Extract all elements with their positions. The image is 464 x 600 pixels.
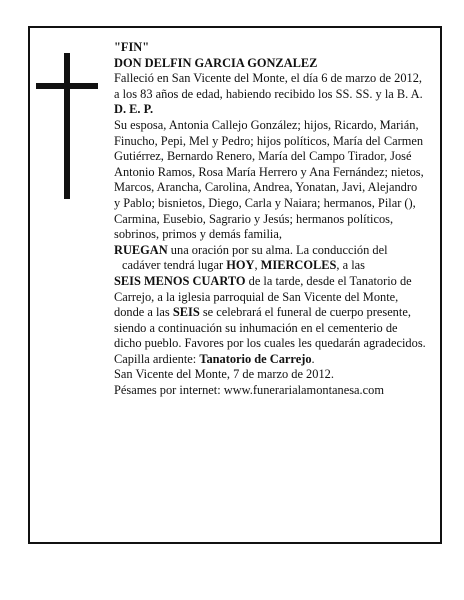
- capilla-end: .: [311, 351, 315, 366]
- conduction-a: cadáver tendrá lugar: [122, 258, 227, 273]
- quote-title: "FIN": [114, 40, 150, 54]
- deceased-name: DON DELFIN GARCIA GONZALEZ: [114, 55, 318, 70]
- seis: SEIS: [172, 305, 200, 320]
- conduction-c: se celebrará el funeral de cuerpo presente, siendo a continuación su inhumación en el cementerio de dicho pueblo. Favores por los cuales les quedarán agradecidos.: [114, 305, 426, 351]
- obituary-text: [114, 40, 426, 399]
- rip: D. E. P.: [114, 102, 154, 117]
- age-statement: a los 83 años de edad, habiendo recibido los SS. SS. y la B. A.: [114, 86, 423, 101]
- family-list: Su esposa, Antonia Callejo González; hijos, Ricardo, Marián, Finucho, Pepi, Mel y Pedro; hijos políticos, María del Carmen Gutiérrez, Bernardo Renero, María del Campo Tirador, José Antonio Ramos, Rosa María Herrero y Ana Fernández; nietos, Marcos, Arancha, Carolina, Andrea, Yonatan, Javi, Alejandro y Pablo; bisnietos, Diego, Carla y Naiara; hermanos, Pilar (), Carmina, Eusebio, Sagrario y Jesús; hermanos políticos, sobrinos, primos y demás familia,: [114, 117, 424, 242]
- capilla-label: Capilla ardiente:: [114, 351, 200, 366]
- capilla-value: Tanatorio de Carrejo: [199, 351, 312, 366]
- comma-2: , a las: [336, 258, 365, 273]
- cross-icon: [36, 53, 98, 199]
- conduction-paragraph-2: [114, 274, 426, 352]
- miercoles: MIERCOLES: [260, 258, 337, 273]
- ruegan-rest: una oración por su alma. La conducción del: [167, 242, 388, 257]
- hoy: HOY: [226, 258, 255, 273]
- pesames-line: Pésames por internet: www.funerarialamontanesa.com: [114, 383, 384, 398]
- ruegan-line: [114, 243, 426, 259]
- seis-menos-cuarto: SEIS MENOS CUARTO: [114, 273, 246, 288]
- conduction-b: de la tarde, desde el Tanatorio de Carrejo, a la iglesia parroquial de San Vicente del Monte, donde a las: [114, 273, 412, 320]
- capilla-line: [114, 352, 426, 368]
- conduction-paragraph: [114, 258, 426, 274]
- ruegan-word: RUEGAN: [114, 242, 168, 257]
- cross-horizontal: [36, 83, 98, 89]
- place-date: San Vicente del Monte, 7 de marzo de 2012.: [114, 367, 334, 382]
- comma-1: ,: [254, 258, 261, 273]
- death-statement: Falleció en San Vicente del Monte, el día 6 de marzo de 2012,: [114, 71, 423, 86]
- cross-vertical: [64, 53, 70, 199]
